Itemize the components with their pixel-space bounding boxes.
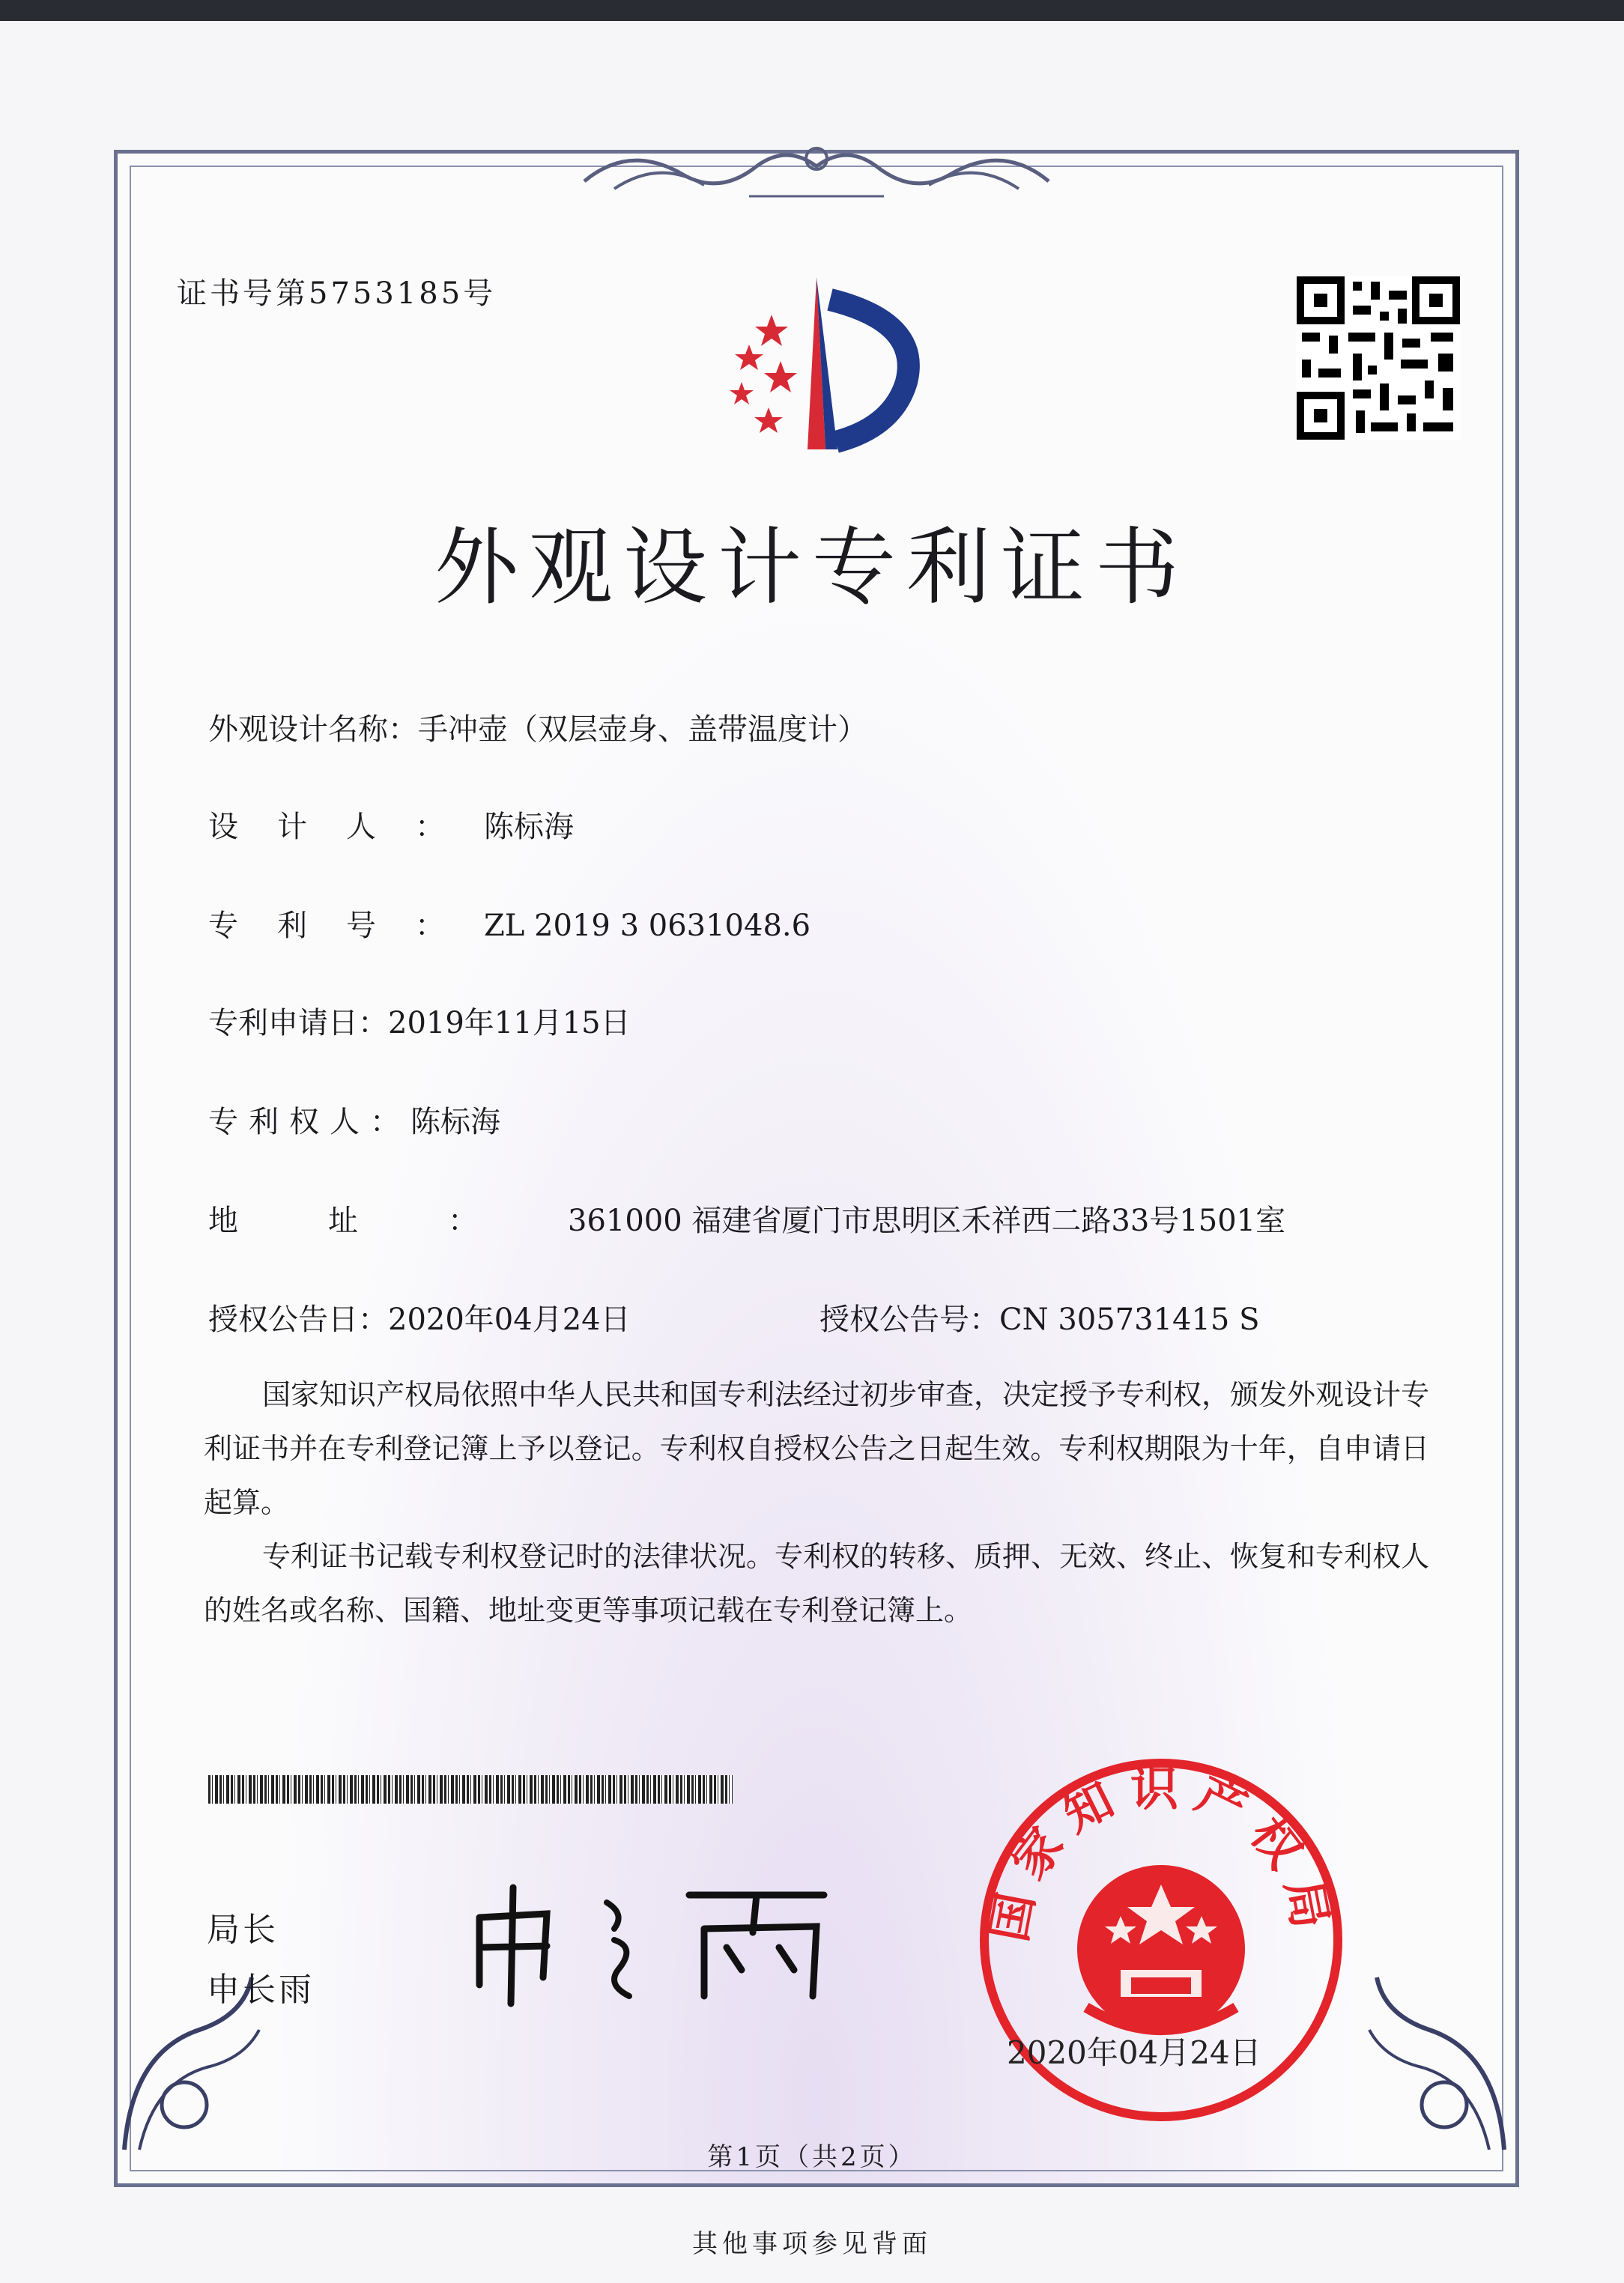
grant-date-value: 2020年04月24日 <box>388 1303 631 1337</box>
patent-number-row <box>208 902 811 945</box>
filing-date-label: 专利申请日： <box>208 1006 388 1040</box>
designer-value: 陈标海 <box>484 810 574 844</box>
director-name: 申长雨 <box>207 1971 315 2009</box>
grant-number-label: 授权公告号： <box>819 1303 999 1337</box>
patentee-label: 专利权人： <box>208 1105 410 1139</box>
filing-date-row <box>208 999 631 1042</box>
designer-label: 设计人： <box>208 810 484 844</box>
filing-date-value: 2019年11月15日 <box>388 1006 631 1040</box>
page-indicator: 第1页（共2页） <box>707 2142 917 2172</box>
grant-number-row <box>819 1296 1259 1338</box>
grant-date-row <box>208 1296 631 1338</box>
design-name-value: 手冲壶（双层壶身、盖带温度计） <box>418 712 867 747</box>
patentee-row <box>208 1098 500 1141</box>
signature-icon <box>464 1873 854 2007</box>
address-value: 361000 福建省厦门市思明区禾祥西二路33号1501室 <box>568 1204 1286 1238</box>
director-title: 局长 <box>207 1911 279 1949</box>
seal-text: 国家知识产权局 <box>981 1762 1341 1947</box>
patent-number-label: 专利号： <box>208 909 484 943</box>
address-row <box>208 1197 1285 1240</box>
certificate-number: 证书号第5753185号 <box>177 276 497 311</box>
top-edge <box>0 0 1624 21</box>
statement-paragraph-2: 专利证书记载专利权登记时的法律状况。专利权的转移、质押、无效、终止、恢复和专利权人的姓名或名称、国籍、地址变更等事项记载在专利登记簿上。 <box>204 1540 1430 1627</box>
statement-paragraph-1: 国家知识产权局依照中华人民共和国专利法经过初步审查，决定授予专利权，颁发外观设计专利证书并在专利登记簿上予以登记。专利权自授权公告之日起生效。专利权期限为十年，自申请日起算。 <box>204 1378 1430 1519</box>
design-name-row <box>208 706 867 748</box>
seal-date: 2020年04月24日 <box>1007 2034 1261 2071</box>
page-title: 外观设计专利证书 <box>434 519 1190 616</box>
barcode-icon <box>208 1775 733 1804</box>
patent-office-logo-icon <box>697 270 936 464</box>
designer-row <box>208 803 574 846</box>
grant-number-value: CN 305731415 S <box>999 1303 1260 1337</box>
patentee-value: 陈标海 <box>410 1105 500 1139</box>
footer-note: 其他事项参见背面 <box>692 2229 932 2259</box>
corner-ornament-right-icon <box>1347 1962 1512 2157</box>
ornament-icon <box>569 129 1064 211</box>
design-name-label: 外观设计名称： <box>208 712 418 747</box>
grant-date-label: 授权公告日： <box>208 1303 388 1337</box>
address-label: 地址： <box>208 1204 568 1238</box>
patent-number-value: ZL 2019 3 0631048.6 <box>484 909 811 943</box>
qr-code-icon <box>1296 276 1461 440</box>
